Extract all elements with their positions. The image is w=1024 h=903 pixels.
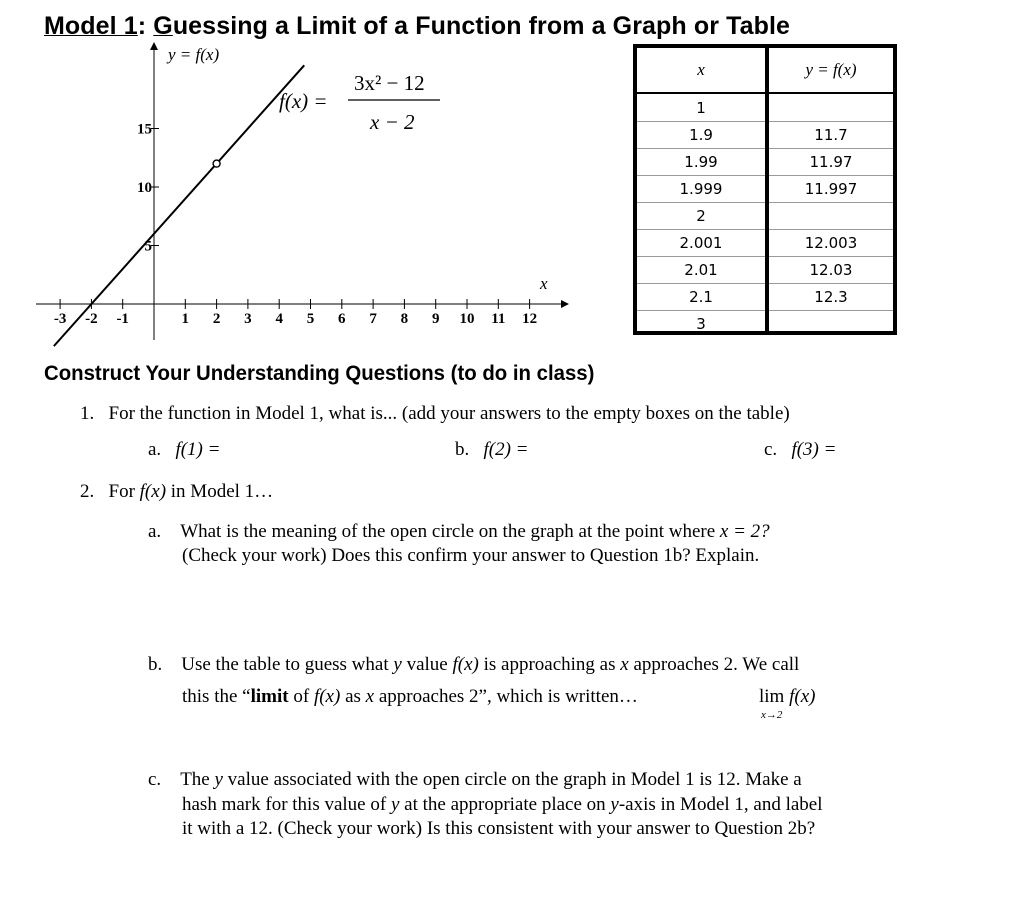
- y-column: [769, 48, 893, 331]
- x-tick-label: 5: [306, 311, 315, 327]
- f-of-3-expr: f(3) =: [791, 439, 837, 460]
- model-title: Model 1: Guessing a Limit of a Function from a Graph or Table: [44, 12, 791, 40]
- x-tick-label: -1: [116, 311, 129, 327]
- x-tick-label: 7: [369, 311, 377, 327]
- question-2b: b. Use the table to guess what y value f(x) is approaching as x approaches 2. We call: [148, 654, 800, 675]
- x-value-cell: 3: [637, 310, 765, 337]
- y-ticks: [137, 122, 159, 255]
- model-title-guess-letter: G: [153, 12, 173, 40]
- x-tick-label: 8: [400, 311, 409, 327]
- y-tick-label: 15: [137, 121, 152, 138]
- question-1: 1. For the function in Model 1, what is... (add your answers to the empty boxes on the table): [80, 403, 790, 424]
- x-value-cell: 2.1: [637, 283, 765, 310]
- x-column-header: x: [637, 48, 765, 94]
- x-column: [637, 48, 765, 331]
- question-2c-line-2: hash mark for this value of y at the appropriate place on y-axis in Model 1, and label: [182, 794, 823, 815]
- x-value-cell: 2: [637, 202, 765, 229]
- x-axis-arrow: [561, 300, 569, 308]
- f-of-2-expr: f(2) =: [483, 439, 529, 460]
- limit-notation: lim f(x) x→2: [759, 686, 816, 721]
- x-value-cell: 1.999: [637, 175, 765, 202]
- x-value-cell: 1.9: [637, 121, 765, 148]
- question-1c: c. f(3) =: [764, 439, 837, 460]
- x-ticks: [54, 299, 537, 327]
- y-value-cell: 12.3: [769, 283, 893, 310]
- limit-subscript: x→2: [761, 709, 783, 721]
- question-2a-line-2: (Check your work) Does this confirm your answer to Question 1b? Explain.: [182, 545, 760, 566]
- formula-denominator: x − 2: [370, 110, 415, 134]
- x-tick-label: 11: [491, 311, 506, 327]
- x-tick-label: -2: [85, 311, 98, 327]
- y-column-header: y = f(x): [769, 48, 893, 94]
- f-of-1-expr: f(1) =: [175, 439, 221, 460]
- y-value-cell: [769, 94, 893, 121]
- open-circle: [213, 160, 220, 167]
- y-axis-label: y = f(x): [168, 45, 220, 64]
- y-value-cell: 11.97: [769, 148, 893, 175]
- x-value-cell: 2.01: [637, 256, 765, 283]
- y-value-cell: [769, 202, 893, 229]
- model-title-rest: uessing a Limit of a Function from a Graph or Table: [172, 12, 791, 40]
- question-2c-line-3: it with a 12. (Check your work) Is this consistent with your answer to Question 2b?: [182, 818, 816, 839]
- x-axis-label: x: [540, 274, 548, 293]
- x-tick-label: 3: [244, 311, 252, 327]
- formula-lhs: f(x) =: [279, 89, 328, 113]
- question-1a: a. f(1) =: [148, 439, 221, 460]
- y-value-cell: 12.003: [769, 229, 893, 256]
- y-tick-label: 5: [144, 238, 152, 255]
- question-2a: a. What is the meaning of the open circle on the graph at the point where x = 2?: [148, 521, 770, 542]
- question-1b: b. f(2) =: [455, 439, 529, 460]
- x-tick-label: 12: [522, 311, 538, 327]
- question-1-text: For the function in Model 1, what is... (add your answers to the empty boxes on the table): [108, 403, 790, 424]
- x-tick-label: 1: [181, 311, 190, 327]
- x-value-cell: 2.001: [637, 229, 765, 256]
- question-2: 2. For f(x) in Model 1…: [80, 481, 274, 502]
- x-tick-label: 4: [275, 311, 283, 327]
- section-heading: Construct Your Understanding Questions (to do in class): [44, 362, 595, 385]
- formula-numerator: 3x² − 12: [354, 71, 425, 95]
- x-tick-label: -3: [53, 311, 67, 327]
- x-tick-label: 9: [431, 311, 440, 327]
- y-value-cell: [769, 310, 893, 337]
- y-value-cell: 12.03: [769, 256, 893, 283]
- y-value-cell: 11.997: [769, 175, 893, 202]
- x-tick-label: 10: [459, 311, 475, 327]
- function-graph: [36, 40, 576, 360]
- x-value-cell: 1.99: [637, 148, 765, 175]
- values-table: [633, 44, 897, 335]
- x-tick-label: 2: [212, 311, 221, 327]
- y-tick-label: 10: [137, 180, 152, 196]
- y-axis-arrow: [150, 42, 158, 50]
- y-value-cell: 11.7: [769, 121, 893, 148]
- question-2b-line-2: this the “limit of f(x) as x approaches 2”, which is written…: [182, 686, 638, 707]
- x-value-cell: 1: [696, 98, 706, 117]
- model-title-prefix: Model 1: [44, 12, 138, 40]
- x-tick-label: 6: [338, 311, 346, 327]
- question-2c: c. The y value associated with the open circle on the graph in Model 1 is 12. Make a: [148, 769, 802, 790]
